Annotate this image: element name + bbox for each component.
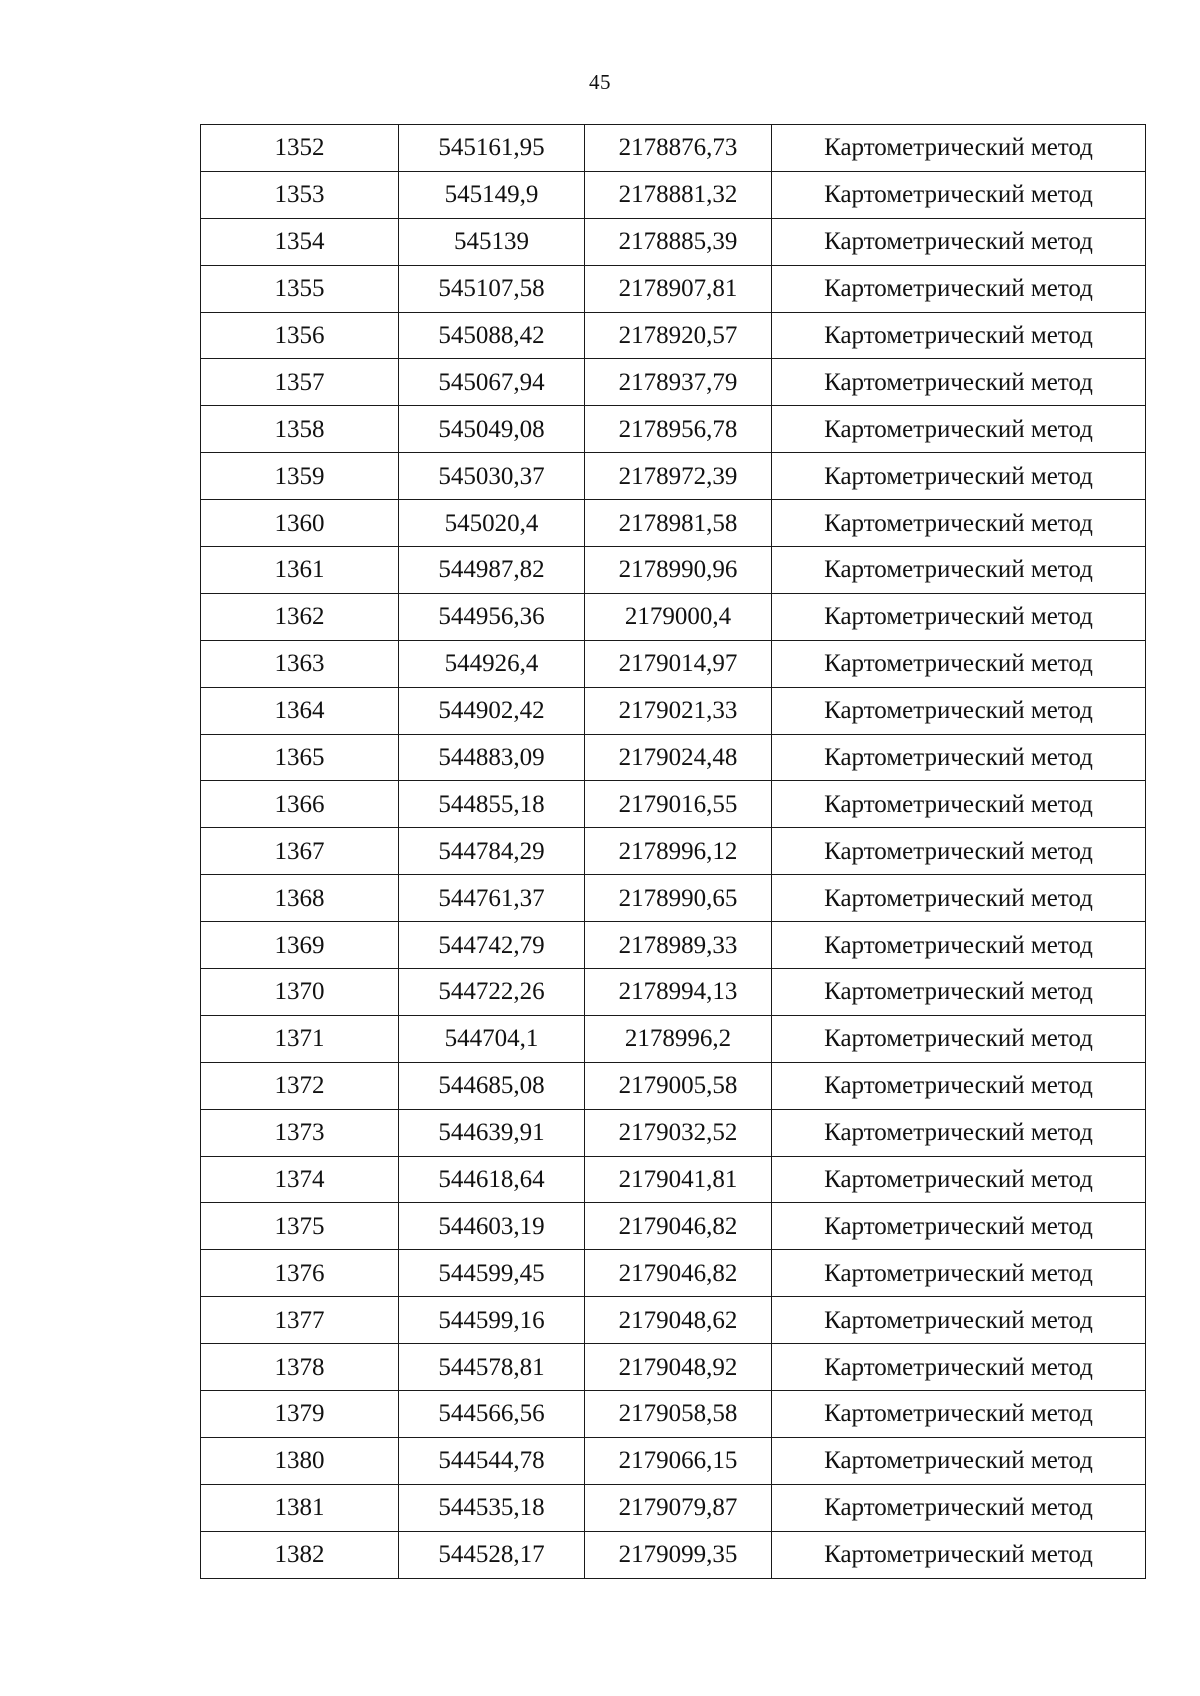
table-row — [201, 1344, 1146, 1391]
y-coordinate-cell: 2179048,62 — [585, 1297, 772, 1344]
x-coordinate-cell: 544704,1 — [399, 1015, 585, 1062]
table-row — [201, 406, 1146, 453]
method-cell: Картометрический метод — [772, 640, 1146, 687]
table-row — [201, 1109, 1146, 1156]
method-cell: Картометрический метод — [772, 1250, 1146, 1297]
y-coordinate-cell: 2178972,39 — [585, 453, 772, 500]
x-coordinate-cell: 544926,4 — [399, 640, 585, 687]
point-number-cell: 1360 — [201, 500, 399, 547]
method-cell: Картометрический метод — [772, 500, 1146, 547]
method-cell: Картометрический метод — [772, 359, 1146, 406]
table-row — [201, 828, 1146, 875]
method-cell: Картометрический метод — [772, 593, 1146, 640]
method-cell: Картометрический метод — [772, 969, 1146, 1016]
x-coordinate-cell: 545067,94 — [399, 359, 585, 406]
point-number-cell: 1376 — [201, 1250, 399, 1297]
y-coordinate-cell: 2179048,92 — [585, 1344, 772, 1391]
y-coordinate-cell: 2179016,55 — [585, 781, 772, 828]
method-cell: Картометрический метод — [772, 1156, 1146, 1203]
x-coordinate-cell: 544528,17 — [399, 1531, 585, 1578]
method-cell: Картометрический метод — [772, 1203, 1146, 1250]
y-coordinate-cell: 2178990,96 — [585, 547, 772, 594]
point-number-cell: 1367 — [201, 828, 399, 875]
x-coordinate-cell: 545030,37 — [399, 453, 585, 500]
table-row — [201, 1250, 1146, 1297]
x-coordinate-cell: 544618,64 — [399, 1156, 585, 1203]
point-number-cell: 1359 — [201, 453, 399, 500]
table-row — [201, 1391, 1146, 1438]
point-number-cell: 1361 — [201, 547, 399, 594]
page-number: 45 — [589, 70, 611, 94]
method-cell: Картометрический метод — [772, 1531, 1146, 1578]
point-number-cell: 1364 — [201, 687, 399, 734]
method-cell: Картометрический метод — [772, 265, 1146, 312]
method-cell: Картометрический метод — [772, 218, 1146, 265]
method-cell: Картометрический метод — [772, 312, 1146, 359]
point-number-cell: 1355 — [201, 265, 399, 312]
method-cell: Картометрический метод — [772, 1484, 1146, 1531]
point-number-cell: 1374 — [201, 1156, 399, 1203]
x-coordinate-cell: 544883,09 — [399, 734, 585, 781]
table-row — [201, 1203, 1146, 1250]
method-cell: Картометрический метод — [772, 1297, 1146, 1344]
table-row — [201, 781, 1146, 828]
x-coordinate-cell: 544761,37 — [399, 875, 585, 922]
point-number-cell: 1365 — [201, 734, 399, 781]
x-coordinate-cell: 544742,79 — [399, 922, 585, 969]
point-number-cell: 1375 — [201, 1203, 399, 1250]
point-number-cell: 1353 — [201, 171, 399, 218]
method-cell: Картометрический метод — [772, 875, 1146, 922]
y-coordinate-cell: 2178981,58 — [585, 500, 772, 547]
x-coordinate-cell: 545139 — [399, 218, 585, 265]
y-coordinate-cell: 2178907,81 — [585, 265, 772, 312]
y-coordinate-cell: 2179021,33 — [585, 687, 772, 734]
table-row — [201, 1484, 1146, 1531]
x-coordinate-cell: 544599,45 — [399, 1250, 585, 1297]
point-number-cell: 1366 — [201, 781, 399, 828]
x-coordinate-cell: 544544,78 — [399, 1437, 585, 1484]
x-coordinate-cell: 544639,91 — [399, 1109, 585, 1156]
x-coordinate-cell: 545049,08 — [399, 406, 585, 453]
x-coordinate-cell: 544987,82 — [399, 547, 585, 594]
method-cell: Картометрический метод — [772, 687, 1146, 734]
y-coordinate-cell: 2178885,39 — [585, 218, 772, 265]
point-number-cell: 1380 — [201, 1437, 399, 1484]
point-number-cell: 1378 — [201, 1344, 399, 1391]
x-coordinate-cell: 544784,29 — [399, 828, 585, 875]
table-row — [201, 171, 1146, 218]
point-number-cell: 1368 — [201, 875, 399, 922]
method-cell: Картометрический метод — [772, 922, 1146, 969]
y-coordinate-cell: 2179066,15 — [585, 1437, 772, 1484]
method-cell: Картометрический метод — [772, 1437, 1146, 1484]
table-row — [201, 687, 1146, 734]
point-number-cell: 1377 — [201, 1297, 399, 1344]
point-number-cell: 1371 — [201, 1015, 399, 1062]
table-row — [201, 734, 1146, 781]
y-coordinate-cell: 2178996,12 — [585, 828, 772, 875]
point-number-cell: 1382 — [201, 1531, 399, 1578]
y-coordinate-cell: 2178989,33 — [585, 922, 772, 969]
x-coordinate-cell: 544685,08 — [399, 1062, 585, 1109]
point-number-cell: 1381 — [201, 1484, 399, 1531]
method-cell: Картометрический метод — [772, 406, 1146, 453]
table-row — [201, 922, 1146, 969]
y-coordinate-cell: 2178937,79 — [585, 359, 772, 406]
x-coordinate-cell: 544578,81 — [399, 1344, 585, 1391]
x-coordinate-cell: 545020,4 — [399, 500, 585, 547]
method-cell: Картометрический метод — [772, 781, 1146, 828]
table-row — [201, 265, 1146, 312]
point-number-cell: 1370 — [201, 969, 399, 1016]
y-coordinate-cell: 2179099,35 — [585, 1531, 772, 1578]
y-coordinate-cell: 2179079,87 — [585, 1484, 772, 1531]
y-coordinate-cell: 2178881,32 — [585, 171, 772, 218]
y-coordinate-cell: 2179005,58 — [585, 1062, 772, 1109]
y-coordinate-cell: 2178956,78 — [585, 406, 772, 453]
point-number-cell: 1352 — [201, 125, 399, 172]
coordinates-table-body — [201, 125, 1146, 1579]
method-cell: Картометрический метод — [772, 1015, 1146, 1062]
table-row — [201, 640, 1146, 687]
y-coordinate-cell: 2179032,52 — [585, 1109, 772, 1156]
method-cell: Картометрический метод — [772, 1062, 1146, 1109]
table-row — [201, 312, 1146, 359]
method-cell: Картометрический метод — [772, 1109, 1146, 1156]
table-row — [201, 547, 1146, 594]
y-coordinate-cell: 2179046,82 — [585, 1250, 772, 1297]
coordinates-table — [200, 124, 1146, 1579]
x-coordinate-cell: 545107,58 — [399, 265, 585, 312]
point-number-cell: 1372 — [201, 1062, 399, 1109]
x-coordinate-cell: 544599,16 — [399, 1297, 585, 1344]
point-number-cell: 1369 — [201, 922, 399, 969]
y-coordinate-cell: 2179000,4 — [585, 593, 772, 640]
table-row — [201, 969, 1146, 1016]
y-coordinate-cell: 2179014,97 — [585, 640, 772, 687]
x-coordinate-cell: 544722,26 — [399, 969, 585, 1016]
x-coordinate-cell: 544566,56 — [399, 1391, 585, 1438]
x-coordinate-cell: 544855,18 — [399, 781, 585, 828]
y-coordinate-cell: 2178996,2 — [585, 1015, 772, 1062]
table-row — [201, 453, 1146, 500]
table-row — [201, 125, 1146, 172]
y-coordinate-cell: 2179041,81 — [585, 1156, 772, 1203]
y-coordinate-cell: 2179024,48 — [585, 734, 772, 781]
point-number-cell: 1354 — [201, 218, 399, 265]
y-coordinate-cell: 2178994,13 — [585, 969, 772, 1016]
table-row — [201, 359, 1146, 406]
method-cell: Картометрический метод — [772, 1391, 1146, 1438]
x-coordinate-cell: 544902,42 — [399, 687, 585, 734]
table-row — [201, 1015, 1146, 1062]
y-coordinate-cell: 2178920,57 — [585, 312, 772, 359]
method-cell: Картометрический метод — [772, 828, 1146, 875]
table-row — [201, 500, 1146, 547]
point-number-cell: 1362 — [201, 593, 399, 640]
table-row — [201, 593, 1146, 640]
y-coordinate-cell: 2178990,65 — [585, 875, 772, 922]
method-cell: Картометрический метод — [772, 125, 1146, 172]
point-number-cell: 1379 — [201, 1391, 399, 1438]
table-row — [201, 218, 1146, 265]
x-coordinate-cell: 544603,19 — [399, 1203, 585, 1250]
x-coordinate-cell: 545088,42 — [399, 312, 585, 359]
x-coordinate-cell: 544956,36 — [399, 593, 585, 640]
y-coordinate-cell: 2178876,73 — [585, 125, 772, 172]
x-coordinate-cell: 544535,18 — [399, 1484, 585, 1531]
table-row — [201, 1531, 1146, 1578]
point-number-cell: 1356 — [201, 312, 399, 359]
method-cell: Картометрический метод — [772, 171, 1146, 218]
y-coordinate-cell: 2179046,82 — [585, 1203, 772, 1250]
point-number-cell: 1373 — [201, 1109, 399, 1156]
method-cell: Картометрический метод — [772, 547, 1146, 594]
y-coordinate-cell: 2179058,58 — [585, 1391, 772, 1438]
table-row — [201, 1297, 1146, 1344]
point-number-cell: 1363 — [201, 640, 399, 687]
point-number-cell: 1358 — [201, 406, 399, 453]
table-row — [201, 875, 1146, 922]
method-cell: Картометрический метод — [772, 734, 1146, 781]
point-number-cell: 1357 — [201, 359, 399, 406]
x-coordinate-cell: 545149,9 — [399, 171, 585, 218]
method-cell: Картометрический метод — [772, 453, 1146, 500]
x-coordinate-cell: 545161,95 — [399, 125, 585, 172]
table-row — [201, 1062, 1146, 1109]
method-cell: Картометрический метод — [772, 1344, 1146, 1391]
table-row — [201, 1156, 1146, 1203]
table-row — [201, 1437, 1146, 1484]
